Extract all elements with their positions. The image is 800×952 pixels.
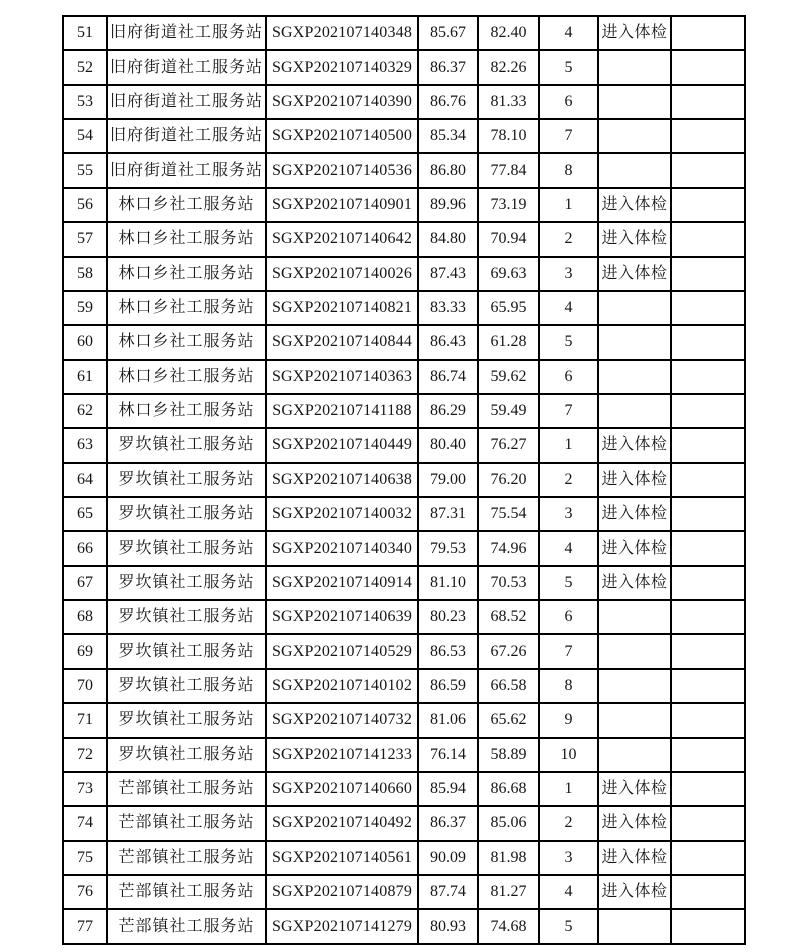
cell-rank: 2 [539, 222, 598, 256]
cell-score1: 86.43 [418, 325, 478, 359]
cell-no: 71 [63, 703, 107, 737]
cell-score2: 75.54 [478, 497, 539, 531]
cell-extra [671, 16, 745, 50]
cell-code: SGXP202107141279 [266, 909, 418, 944]
cell-extra [671, 394, 745, 428]
cell-station: 罗坎镇社工服务站 [107, 738, 266, 772]
table-row [63, 669, 745, 703]
cell-score1: 90.09 [418, 841, 478, 875]
cell-no: 60 [63, 325, 107, 359]
cell-station: 芒部镇社工服务站 [107, 806, 266, 840]
cell-code: SGXP202107140821 [266, 291, 418, 325]
cell-score1: 86.53 [418, 634, 478, 668]
cell-code: SGXP202107140340 [266, 531, 418, 565]
cell-score1: 80.40 [418, 428, 478, 462]
cell-extra [671, 806, 745, 840]
cell-score2: 67.26 [478, 634, 539, 668]
cell-rank: 7 [539, 394, 598, 428]
cell-station: 旧府街道社工服务站 [107, 85, 266, 119]
cell-status [598, 738, 671, 772]
cell-code: SGXP202107140102 [266, 669, 418, 703]
table-row [63, 428, 745, 462]
cell-no: 77 [63, 909, 107, 944]
cell-score1: 84.80 [418, 222, 478, 256]
cell-no: 52 [63, 50, 107, 84]
cell-station: 旧府街道社工服务站 [107, 153, 266, 187]
table-row [63, 634, 745, 668]
cell-rank: 5 [539, 909, 598, 944]
cell-status: 进入体检 [598, 188, 671, 222]
cell-rank: 10 [539, 738, 598, 772]
cell-station: 芒部镇社工服务站 [107, 772, 266, 806]
cell-score1: 79.53 [418, 531, 478, 565]
cell-rank: 4 [539, 875, 598, 909]
cell-score2: 69.63 [478, 257, 539, 291]
cell-code: SGXP202107140536 [266, 153, 418, 187]
table-row [63, 738, 745, 772]
table-row [63, 772, 745, 806]
cell-station: 林口乡社工服务站 [107, 325, 266, 359]
table-row [63, 257, 745, 291]
cell-code: SGXP202107140026 [266, 257, 418, 291]
table-row [63, 188, 745, 222]
cell-status: 进入体检 [598, 257, 671, 291]
cell-rank: 7 [539, 634, 598, 668]
cell-station: 罗坎镇社工服务站 [107, 566, 266, 600]
cell-code: SGXP202107140363 [266, 360, 418, 394]
cell-code: SGXP202107140914 [266, 566, 418, 600]
cell-status [598, 394, 671, 428]
cell-rank: 4 [539, 531, 598, 565]
cell-extra [671, 669, 745, 703]
cell-status [598, 360, 671, 394]
cell-station: 罗坎镇社工服务站 [107, 428, 266, 462]
cell-score2: 86.68 [478, 772, 539, 806]
table-row [63, 360, 745, 394]
cell-extra [671, 257, 745, 291]
results-table [62, 15, 746, 945]
table-row [63, 394, 745, 428]
cell-code: SGXP202107140329 [266, 50, 418, 84]
table-row [63, 806, 745, 840]
cell-score2: 61.28 [478, 325, 539, 359]
cell-score1: 79.00 [418, 463, 478, 497]
cell-score2: 77.84 [478, 153, 539, 187]
cell-no: 70 [63, 669, 107, 703]
cell-station: 罗坎镇社工服务站 [107, 669, 266, 703]
cell-score1: 87.31 [418, 497, 478, 531]
cell-score1: 83.33 [418, 291, 478, 325]
cell-code: SGXP202107141188 [266, 394, 418, 428]
table-row [63, 119, 745, 153]
cell-status: 进入体检 [598, 875, 671, 909]
cell-code: SGXP202107140732 [266, 703, 418, 737]
cell-status [598, 50, 671, 84]
cell-score2: 58.89 [478, 738, 539, 772]
table-row [63, 703, 745, 737]
cell-no: 64 [63, 463, 107, 497]
cell-score2: 74.96 [478, 531, 539, 565]
cell-no: 61 [63, 360, 107, 394]
cell-extra [671, 222, 745, 256]
cell-station: 芒部镇社工服务站 [107, 841, 266, 875]
table-row [63, 222, 745, 256]
cell-station: 林口乡社工服务站 [107, 222, 266, 256]
cell-rank: 5 [539, 325, 598, 359]
cell-rank: 4 [539, 291, 598, 325]
cell-score2: 76.27 [478, 428, 539, 462]
cell-score1: 86.37 [418, 50, 478, 84]
cell-no: 63 [63, 428, 107, 462]
cell-extra [671, 428, 745, 462]
cell-station: 罗坎镇社工服务站 [107, 463, 266, 497]
cell-status [598, 325, 671, 359]
cell-station: 芒部镇社工服务站 [107, 875, 266, 909]
cell-rank: 6 [539, 85, 598, 119]
cell-code: SGXP202107140660 [266, 772, 418, 806]
cell-status [598, 85, 671, 119]
cell-code: SGXP202107140639 [266, 600, 418, 634]
cell-code: SGXP202107140529 [266, 634, 418, 668]
cell-station: 林口乡社工服务站 [107, 188, 266, 222]
cell-extra [671, 463, 745, 497]
cell-no: 72 [63, 738, 107, 772]
cell-no: 66 [63, 531, 107, 565]
cell-code: SGXP202107140492 [266, 806, 418, 840]
cell-extra [671, 634, 745, 668]
cell-score2: 59.62 [478, 360, 539, 394]
cell-station: 林口乡社工服务站 [107, 394, 266, 428]
cell-station: 林口乡社工服务站 [107, 291, 266, 325]
cell-extra [671, 291, 745, 325]
table-row [63, 50, 745, 84]
cell-code: SGXP202107140390 [266, 85, 418, 119]
cell-extra [671, 566, 745, 600]
cell-score2: 76.20 [478, 463, 539, 497]
cell-score2: 68.52 [478, 600, 539, 634]
cell-score2: 65.62 [478, 703, 539, 737]
cell-station: 罗坎镇社工服务站 [107, 600, 266, 634]
cell-code: SGXP202107140638 [266, 463, 418, 497]
cell-score1: 81.06 [418, 703, 478, 737]
table-row [63, 463, 745, 497]
cell-rank: 5 [539, 50, 598, 84]
cell-extra [671, 119, 745, 153]
cell-status: 进入体检 [598, 16, 671, 50]
cell-score2: 66.58 [478, 669, 539, 703]
cell-status: 进入体检 [598, 531, 671, 565]
cell-score1: 87.43 [418, 257, 478, 291]
cell-score2: 82.40 [478, 16, 539, 50]
cell-extra [671, 738, 745, 772]
table-row [63, 909, 745, 944]
cell-no: 74 [63, 806, 107, 840]
cell-score1: 85.34 [418, 119, 478, 153]
cell-score2: 73.19 [478, 188, 539, 222]
cell-extra [671, 909, 745, 944]
table-row [63, 600, 745, 634]
cell-extra [671, 531, 745, 565]
cell-extra [671, 875, 745, 909]
cell-no: 54 [63, 119, 107, 153]
cell-score1: 81.10 [418, 566, 478, 600]
cell-no: 51 [63, 16, 107, 50]
cell-status [598, 153, 671, 187]
table-row [63, 841, 745, 875]
cell-extra [671, 841, 745, 875]
cell-station: 林口乡社工服务站 [107, 360, 266, 394]
table-row [63, 153, 745, 187]
cell-score1: 86.59 [418, 669, 478, 703]
cell-no: 67 [63, 566, 107, 600]
cell-code: SGXP202107140449 [266, 428, 418, 462]
cell-score1: 86.29 [418, 394, 478, 428]
cell-score1: 76.14 [418, 738, 478, 772]
cell-station: 罗坎镇社工服务站 [107, 531, 266, 565]
cell-station: 罗坎镇社工服务站 [107, 497, 266, 531]
cell-code: SGXP202107140901 [266, 188, 418, 222]
cell-extra [671, 772, 745, 806]
cell-score2: 81.27 [478, 875, 539, 909]
cell-extra [671, 85, 745, 119]
cell-score2: 59.49 [478, 394, 539, 428]
cell-code: SGXP202107140844 [266, 325, 418, 359]
cell-score1: 86.80 [418, 153, 478, 187]
results-table-body [63, 16, 745, 944]
cell-status [598, 909, 671, 944]
cell-status: 进入体检 [598, 806, 671, 840]
cell-extra [671, 497, 745, 531]
cell-rank: 2 [539, 463, 598, 497]
cell-score1: 86.76 [418, 85, 478, 119]
cell-score2: 70.94 [478, 222, 539, 256]
cell-status [598, 291, 671, 325]
cell-no: 69 [63, 634, 107, 668]
cell-code: SGXP202107140032 [266, 497, 418, 531]
cell-rank: 6 [539, 600, 598, 634]
cell-rank: 6 [539, 360, 598, 394]
cell-code: SGXP202107140348 [266, 16, 418, 50]
cell-rank: 5 [539, 566, 598, 600]
cell-score1: 85.67 [418, 16, 478, 50]
cell-rank: 1 [539, 772, 598, 806]
cell-score2: 78.10 [478, 119, 539, 153]
cell-status: 进入体检 [598, 497, 671, 531]
cell-score1: 80.93 [418, 909, 478, 944]
cell-no: 53 [63, 85, 107, 119]
cell-status [598, 669, 671, 703]
cell-extra [671, 188, 745, 222]
cell-status: 进入体检 [598, 428, 671, 462]
cell-rank: 3 [539, 841, 598, 875]
cell-score1: 89.96 [418, 188, 478, 222]
cell-score1: 86.37 [418, 806, 478, 840]
cell-rank: 2 [539, 806, 598, 840]
table-row [63, 566, 745, 600]
table-row [63, 325, 745, 359]
cell-score1: 80.23 [418, 600, 478, 634]
cell-no: 75 [63, 841, 107, 875]
cell-no: 73 [63, 772, 107, 806]
cell-score2: 85.06 [478, 806, 539, 840]
cell-status: 进入体检 [598, 222, 671, 256]
cell-code: SGXP202107140642 [266, 222, 418, 256]
cell-score2: 81.33 [478, 85, 539, 119]
cell-status: 进入体检 [598, 463, 671, 497]
cell-rank: 3 [539, 497, 598, 531]
cell-station: 罗坎镇社工服务站 [107, 703, 266, 737]
cell-score2: 81.98 [478, 841, 539, 875]
cell-no: 57 [63, 222, 107, 256]
cell-extra [671, 153, 745, 187]
cell-code: SGXP202107141233 [266, 738, 418, 772]
cell-status [598, 703, 671, 737]
table-row [63, 531, 745, 565]
cell-no: 62 [63, 394, 107, 428]
cell-rank: 1 [539, 188, 598, 222]
cell-no: 58 [63, 257, 107, 291]
cell-station: 旧府街道社工服务站 [107, 119, 266, 153]
cell-station: 罗坎镇社工服务站 [107, 634, 266, 668]
cell-station: 林口乡社工服务站 [107, 257, 266, 291]
cell-no: 76 [63, 875, 107, 909]
cell-no: 68 [63, 600, 107, 634]
cell-code: SGXP202107140561 [266, 841, 418, 875]
cell-status: 进入体检 [598, 772, 671, 806]
cell-no: 59 [63, 291, 107, 325]
cell-status: 进入体检 [598, 566, 671, 600]
cell-status: 进入体检 [598, 841, 671, 875]
cell-score2: 82.26 [478, 50, 539, 84]
cell-rank: 8 [539, 669, 598, 703]
cell-score2: 74.68 [478, 909, 539, 944]
cell-score1: 85.94 [418, 772, 478, 806]
cell-no: 65 [63, 497, 107, 531]
cell-status [598, 600, 671, 634]
cell-no: 56 [63, 188, 107, 222]
cell-score1: 87.74 [418, 875, 478, 909]
cell-score2: 70.53 [478, 566, 539, 600]
table-row [63, 85, 745, 119]
table-row [63, 16, 745, 50]
cell-extra [671, 50, 745, 84]
cell-rank: 1 [539, 428, 598, 462]
cell-station: 旧府街道社工服务站 [107, 16, 266, 50]
cell-score1: 86.74 [418, 360, 478, 394]
table-row [63, 497, 745, 531]
cell-extra [671, 325, 745, 359]
cell-extra [671, 600, 745, 634]
cell-station: 芒部镇社工服务站 [107, 909, 266, 944]
cell-extra [671, 360, 745, 394]
cell-code: SGXP202107140879 [266, 875, 418, 909]
cell-status [598, 119, 671, 153]
table-row [63, 291, 745, 325]
cell-rank: 4 [539, 16, 598, 50]
cell-rank: 8 [539, 153, 598, 187]
cell-station: 旧府街道社工服务站 [107, 50, 266, 84]
cell-code: SGXP202107140500 [266, 119, 418, 153]
cell-score2: 65.95 [478, 291, 539, 325]
cell-rank: 7 [539, 119, 598, 153]
cell-rank: 3 [539, 257, 598, 291]
table-row [63, 875, 745, 909]
cell-no: 55 [63, 153, 107, 187]
cell-status [598, 634, 671, 668]
cell-extra [671, 703, 745, 737]
cell-rank: 9 [539, 703, 598, 737]
